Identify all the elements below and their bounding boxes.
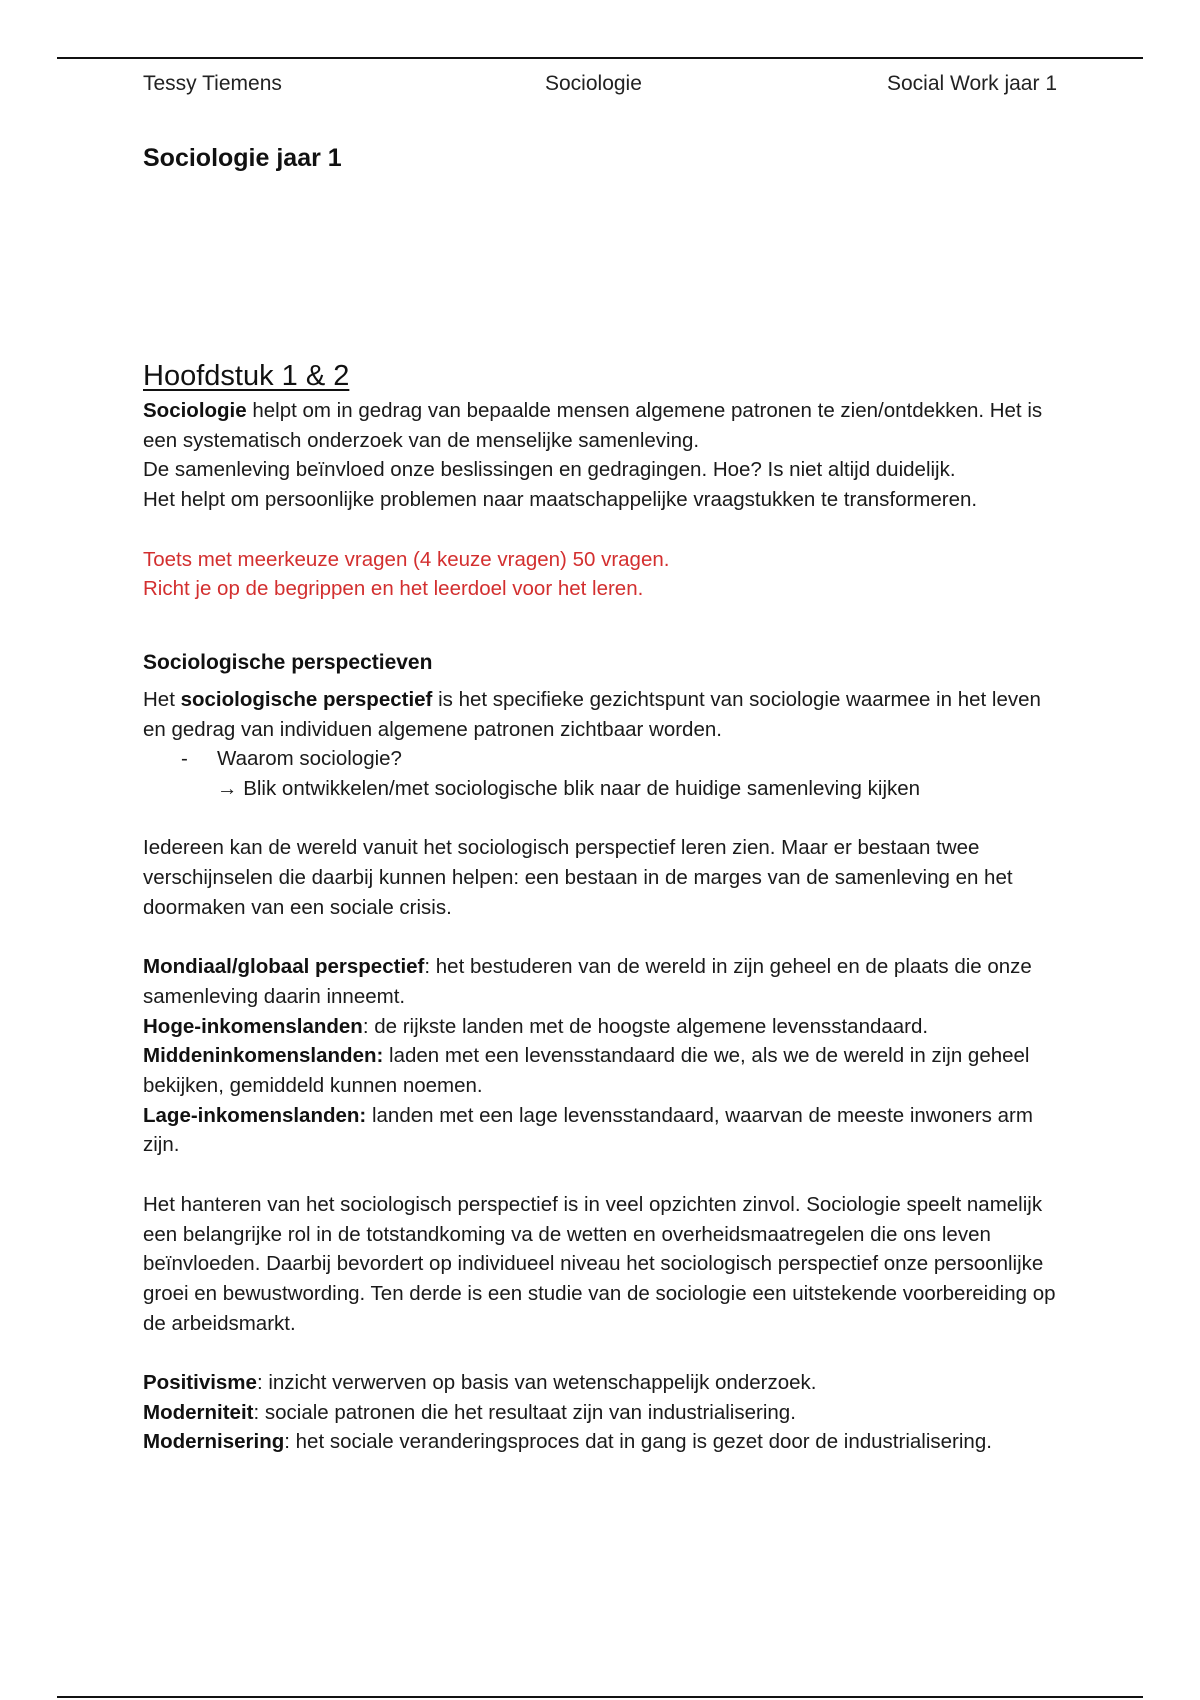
header-course: Social Work jaar 1: [886, 72, 1057, 95]
document-body: [143, 356, 1063, 1457]
paragraph-everyone: Iedereen kan de wereld vanuit het sociologisch perspectief leren zien. Maar er bestaan twee verschijnselen die daarbij kunnen helpen: een bestaan in de marges van de samenleving en het doormaken van een sociale crisis.: [143, 836, 1013, 919]
definition-high-income: [143, 1012, 1063, 1042]
exam-note-2: Richt je op de begrippen en het leerdoel voor het leren.: [143, 577, 644, 601]
perspective-definition: [143, 685, 1063, 744]
definition-modernity: [143, 1398, 1063, 1428]
definition-term: Middeninkomenslanden:: [143, 1044, 384, 1068]
definition-term: Hoge-inkomenslanden: [143, 1014, 363, 1038]
header-subject: Sociologie: [545, 72, 642, 95]
definition-text: is het specifieke gezichtspunt van sociologie waarmee in het leven en gedrag van individuen algemene patronen zichtbaar worden.: [143, 687, 1041, 741]
definition-term: Modernisering: [143, 1430, 285, 1454]
definition-text: : inzicht verwerven op basis van wetenschappelijk onderzoek.: [256, 1371, 817, 1395]
bullet-list: [143, 744, 1063, 774]
definition-text: laden met een levensstandaard die we, als we de wereld in zijn geheel bekijken, gemiddeld kunnen noemen.: [143, 1044, 1030, 1098]
definition-text: : de rijkste landen met de hoogste algemene levensstandaard.: [362, 1014, 929, 1038]
intro-paragraph: [143, 396, 1063, 455]
list-item: [181, 744, 1063, 774]
bottom-rule: [57, 1696, 1143, 1698]
definition-text: : het bestuderen van de wereld in zijn geheel en de plaats die onze samenleving daarin inneemt.: [143, 955, 1032, 1008]
definition-text: : het sociale veranderingsproces dat in gang is gezet door de industrialisering.: [284, 1430, 992, 1454]
definition-term: Mondiaal/globaal perspectief: [143, 955, 425, 979]
definition-text: landen met een lage levensstandaard, waarvan de meeste inwoners arm zijn.: [143, 1103, 1033, 1157]
definition-text: : sociale patronen die het resultaat zijn van industrialisering.: [253, 1400, 796, 1424]
bullet-subline: → Blik ontwikkelen/met sociologische blik naar de huidige samenleving kijken: [217, 777, 921, 801]
page-header: [143, 72, 1057, 102]
definition-prefix: Het: [143, 687, 181, 711]
document-title: Sociologie jaar 1: [143, 144, 342, 172]
intro-term: Sociologie: [143, 399, 247, 422]
definition-term: Positivisme: [143, 1371, 257, 1395]
definition-low-income: [143, 1101, 1063, 1160]
bullet-dash: -: [181, 747, 188, 771]
header-author: Tessy Tiemens: [143, 72, 282, 95]
definition-global: [143, 952, 1063, 1011]
bullet-text: Waarom sociologie?: [217, 747, 402, 771]
top-rule: [57, 57, 1143, 59]
section-title: Sociologische perspectieven: [143, 650, 433, 674]
paragraph-usage: Het hanteren van het sociologisch perspectief is in veel opzichten zinvol. Sociologie speelt namelijk een belangrijke rol in de totstandkoming va de wetten en overheidsmaatregelen die ons leven beïnvloeden. Daarbij bevordert op individueel niveau het sociologisch perspectief onze persoonlijke groei en bewustwording. Ten derde is een studie van de sociologie een uitstekende voorbereiding op de arbeidsmarkt.: [143, 1192, 1056, 1335]
definition-modernization: [143, 1427, 1063, 1457]
definition-middle-income: [143, 1041, 1063, 1100]
definition-term: Moderniteit: [143, 1400, 254, 1424]
intro-text: helpt om in gedrag van bepaalde mensen algemene patronen te zien/ontdekken. Het is een systematisch onderzoek van de menselijke samenleving.: [143, 399, 1043, 452]
chapter-title: Hoofdstuk 1 & 2: [143, 360, 350, 392]
definition-term: Lage-inkomenslanden:: [143, 1103, 367, 1127]
intro-line-2: De samenleving beïnvloed onze beslissingen en gedragingen. Hoe? Is niet altijd duidelijk.: [143, 458, 956, 482]
exam-note-1: Toets met meerkeuze vragen (4 keuze vragen) 50 vragen.: [143, 547, 670, 571]
definition-term: sociologische perspectief: [180, 687, 433, 711]
definition-positivism: [143, 1368, 1063, 1398]
intro-line-3: Het helpt om persoonlijke problemen naar maatschappelijke vraagstukken te transformeren.: [143, 488, 978, 512]
